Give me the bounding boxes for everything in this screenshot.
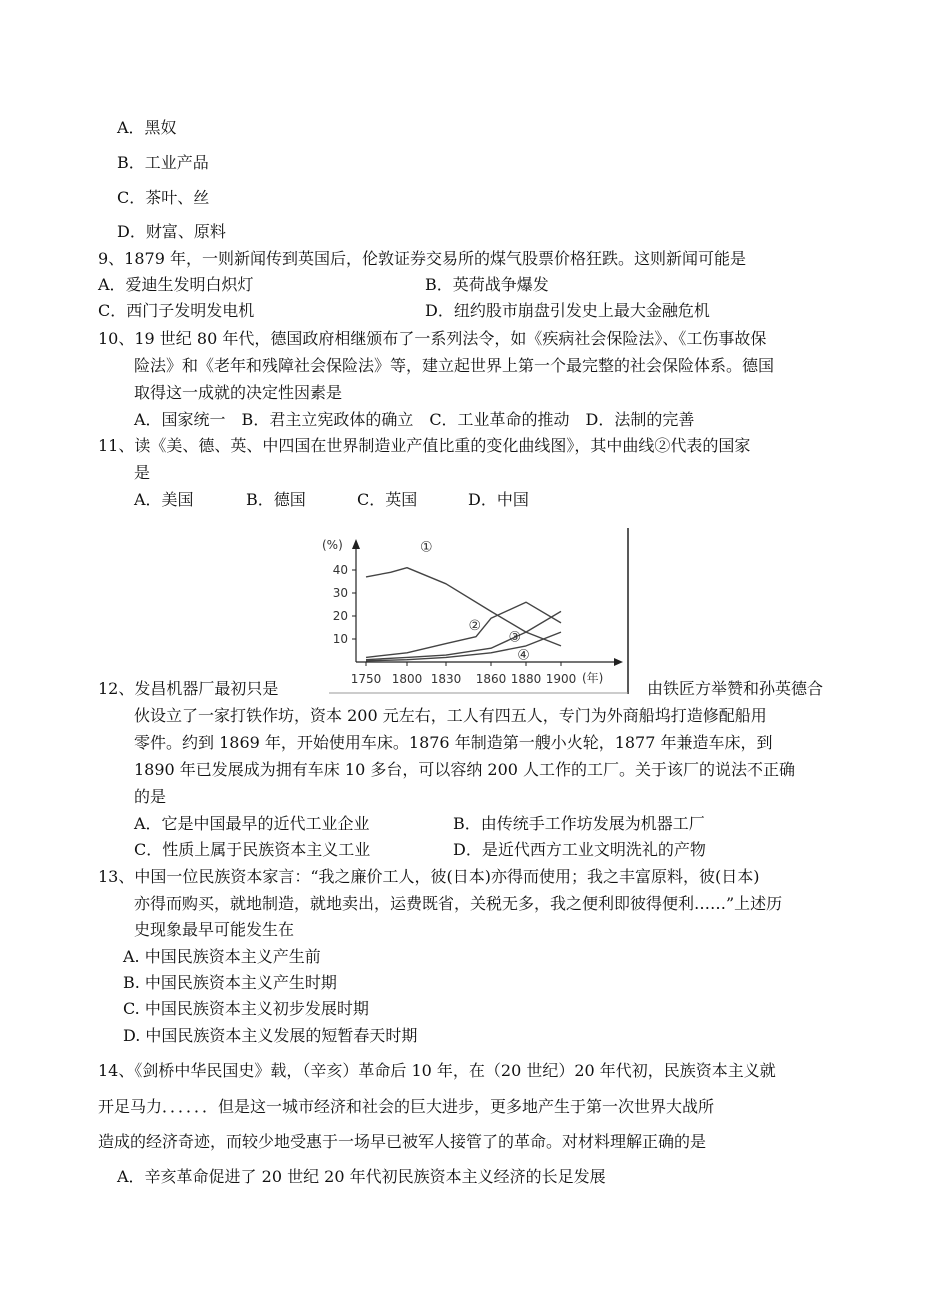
y-axis-label: (%) bbox=[322, 538, 343, 552]
x-tick-label: 1830 bbox=[430, 672, 462, 686]
y-tick-label: 30 bbox=[332, 586, 348, 600]
x-axis-label: (年) bbox=[582, 671, 604, 685]
q12-line-5: 的是 bbox=[134, 787, 167, 806]
q13-option-a: A. 中国民族资本主义产生前 bbox=[123, 947, 321, 966]
q13-option-b: B. 中国民族资本主义产生时期 bbox=[123, 973, 337, 992]
q11-line-2: 是 bbox=[134, 463, 151, 482]
series-line-1 bbox=[366, 568, 561, 646]
q13-option-c: C. 中国民族资本主义初步发展时期 bbox=[123, 999, 369, 1018]
manufacturing-share-chart bbox=[314, 526, 632, 696]
q9-option-b: B．英荷战争爆发 bbox=[425, 275, 549, 294]
q10-options: A．国家统一 B．君主立宪政体的确立 C．工业革命的推动 D．法制的完善 bbox=[134, 410, 695, 429]
y-tick-label: 20 bbox=[332, 609, 348, 623]
q13-line-3: 史现象最早可能发生在 bbox=[134, 920, 295, 939]
q12-option-d: D．是近代西方工业文明洗礼的产物 bbox=[453, 840, 706, 859]
x-tick-label: 1860 bbox=[475, 672, 507, 686]
series-line-2 bbox=[366, 602, 561, 657]
q8-option-b: B．工业产品 bbox=[117, 153, 209, 172]
series-label-3: ③ bbox=[508, 629, 522, 646]
q9-option-d: D．纽约股市崩盘引发史上最大金融危机 bbox=[425, 301, 710, 320]
q14-line-1: 14、《剑桥中华民国史》载，（辛亥）革命后 10 年，在（20 世纪）20 年代初，民族资本主义就 bbox=[98, 1061, 776, 1080]
q8-option-a: A．黑奴 bbox=[117, 118, 177, 137]
y-axis-arrow bbox=[352, 539, 360, 549]
q13-option-d: D. 中国民族资本主义发展的短暂春天时期 bbox=[123, 1026, 418, 1045]
x-tick-label: 1880 bbox=[510, 672, 542, 686]
x-tick-label: 1900 bbox=[545, 672, 577, 686]
series-line-3 bbox=[366, 611, 561, 659]
series-label-2: ② bbox=[468, 617, 482, 634]
y-tick-label: 10 bbox=[332, 632, 348, 646]
q14-option-a: A．辛亥革命促进了 20 世纪 20 年代初民族资本主义经济的长足发展 bbox=[117, 1167, 606, 1186]
q12-line-1-tail: 由铁匠方举赞和孙英德合 bbox=[647, 679, 824, 698]
q11-option-c: C．英国 bbox=[357, 490, 418, 509]
q13-line-2: 亦得而购买，就地制造，就地卖出，运费既省，关税无多，我之便利即彼得便利……”上述历 bbox=[134, 894, 783, 913]
q8-option-d: D．财富、原料 bbox=[117, 222, 226, 241]
series-line-4 bbox=[366, 632, 561, 661]
q11-option-b: B．德国 bbox=[246, 490, 306, 509]
series-label-1: ① bbox=[420, 539, 433, 556]
q10-line-1: 10、19 世纪 80 年代，德国政府相继颁布了一系列法令，如《疾病社会保险法》、《工伤事故保 bbox=[98, 329, 767, 348]
q10-line-2: 险法》和《老年和残障社会保险法》等，建立起世界上第一个最完整的社会保险体系。德国 bbox=[134, 356, 775, 375]
x-tick-label: 1800 bbox=[391, 672, 423, 686]
q9-option-c: C．西门子发明发电机 bbox=[98, 301, 255, 320]
q11-line-1: 11、读《美、德、英、中四国在世界制造业产值比重的变化曲线图》，其中曲线②代表的国家 bbox=[98, 436, 751, 455]
q11-option-a: A．美国 bbox=[134, 490, 194, 509]
q14-line-3: 造成的经济奇迹，而较少地受惠于一场早已被军人接管了的革命。对材料理解正确的是 bbox=[98, 1132, 707, 1151]
chart-svg bbox=[314, 526, 632, 696]
q9-stem: 9、1879 年，一则新闻传到英国后，伦敦证券交易所的煤气股票价格狂跌。这则新闻可能是 bbox=[98, 249, 746, 268]
q12-line-2: 伙设立了一家打铁作坊，资本 200 元左右，工人有四五人，专门为外商船坞打造修配船用 bbox=[134, 706, 767, 725]
q8-option-c: C．茶叶、丝 bbox=[117, 188, 210, 207]
q12-line-3: 零件。约到 1869 年，开始使用车床。1876 年制造第一艘小火轮，1877 年兼造车床，到 bbox=[134, 733, 773, 752]
q12-line-4: 1890 年已发展成为拥有车床 10 多台，可以容纳 200 人工作的工厂。关于该厂的说法不正确 bbox=[134, 760, 796, 779]
q9-option-a: A．爱迪生发明白炽灯 bbox=[98, 275, 254, 294]
q13-line-1: 13、中国一位民族资本家言：“我之廉价工人，彼(日本)亦得而使用；我之丰富原料，彼(日本) bbox=[98, 867, 760, 886]
q12-option-a: A．它是中国最早的近代工业企业 bbox=[134, 814, 370, 833]
x-tick-label: 1750 bbox=[350, 672, 382, 686]
x-axis-arrow bbox=[614, 658, 623, 666]
y-tick-label: 40 bbox=[332, 563, 348, 577]
q10-line-3: 取得这一成就的决定性因素是 bbox=[134, 383, 343, 402]
q12-line-1-lead: 12、发昌机器厂最初只是 bbox=[98, 679, 279, 698]
q12-option-b: B．由传统手工作坊发展为机器工厂 bbox=[453, 814, 705, 833]
q12-option-c: C．性质上属于民族资本主义工业 bbox=[134, 840, 371, 859]
series-label-4: ④ bbox=[517, 647, 530, 664]
q11-option-d: D．中国 bbox=[468, 490, 529, 509]
q14-line-2: 开足马力．．．．．．但是这一城市经济和社会的巨大进步，更多地产生于第一次世界大战所 bbox=[98, 1097, 715, 1116]
